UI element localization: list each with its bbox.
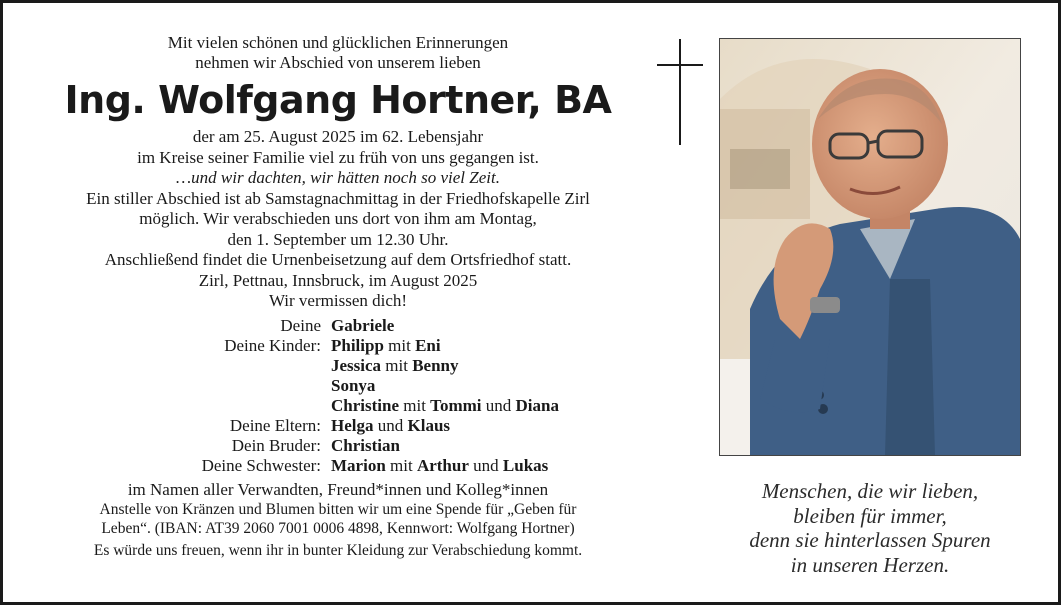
mourner-label: Dein Bruder: [231,435,321,455]
cross-icon [657,39,703,145]
mourner-name: Christine [331,395,399,415]
miss-you-line: Wir vermissen dich! [268,291,408,310]
intro-text [23,33,653,73]
obituary-text-column [23,33,653,560]
details-line-6: den 1. September um 12.30 Uhr. [227,229,449,249]
details-line-5: möglich. Wir verabschieden uns dort von ihm am Montag, [139,209,537,228]
mourner-name: Eni [415,335,441,355]
deceased-name: Ing. Wolfgang Hortner, BA [64,78,612,122]
quote-line-4: in unseren Herzen. [790,552,950,577]
mourner-name: Sonya [331,375,376,395]
mourner-row-children [23,336,653,356]
footer-text [23,480,653,560]
mourner-label: Deine Kinder: [224,335,321,355]
mourner-name: Arthur [416,455,469,475]
place-date: Zirl, Pettnau, Innsbruck, im August 2025 [198,270,478,290]
mourner-names [331,356,459,376]
mourner-label: Deine [280,315,321,335]
donation-line-1: Anstelle von Kränzen und Blumen bitten wir um eine Spende für „Geben für [99,500,577,518]
mourner-row-child-4 [23,396,653,416]
portrait-illustration [720,39,1020,455]
mourner-names [331,376,375,396]
memorial-quote [711,479,1029,577]
mourner-names [331,336,441,356]
mourner-row-child-2 [23,356,653,376]
connector-word: mit [390,455,413,475]
mourner-names [331,416,450,436]
intro-line-1: Mit vielen schönen und glücklichen Erinnerungen [167,33,509,52]
connector-word: und [485,395,512,415]
mourner-names [331,456,548,476]
connector-word: und [377,415,404,435]
intro-line-2: nehmen wir Abschied von unserem lieben [195,53,481,72]
mourner-row-brother [23,436,653,456]
mourner-label: Deine Eltern: [229,415,321,435]
quote-line-2: bleiben für immer, [793,503,947,528]
mourner-name: Christian [331,435,400,455]
mourner-name: Diana [515,395,559,415]
mourner-label: Deine Schwester: [201,455,321,475]
clothing-line: Es würde uns freuen, wenn ihr in bunter Kleidung zur Verabschiedung kommt. [93,541,583,559]
mourner-names [331,396,559,416]
connector-word: mit [388,335,411,355]
mourner-name: Klaus [407,415,451,435]
mourner-row-parents [23,416,653,436]
mourner-row-sister [23,456,653,476]
quote-line-3: denn sie hinterlassen Spuren [749,528,991,552]
mourner-name: Tommi [430,395,482,415]
details-quote-line: …und wir dachten, wir hätten noch so viel Zeit. [176,168,500,187]
portrait-photo [719,38,1021,456]
mourner-name: Marion [331,455,386,475]
connector-word: und [473,455,499,475]
details-line-4: Ein stiller Abschied ist ab Samstagnachmittag in der Friedhofskapelle Zirl [86,188,590,208]
mourner-name: Philipp [331,335,384,355]
mourner-name: Benny [412,355,459,375]
details-line-2: im Kreise seiner Familie viel zu früh von uns gegangen ist. [137,147,539,167]
mourner-name: Gabriele [331,315,395,335]
mourner-names [331,316,394,336]
mourner-name: Lukas [502,455,549,475]
mourner-names [331,436,400,456]
details-line-7: Anschließend findet die Urnenbeisetzung auf dem Ortsfriedhof statt. [104,250,572,269]
connector-word: mit [385,355,408,375]
connector-word: mit [403,395,426,415]
mourner-name: Jessica [331,355,382,375]
death-details [23,127,653,312]
details-line-1: der am 25. August 2025 im 62. Lebensjahr [192,127,484,146]
donation-line-2: Leben“. (IBAN: AT39 2060 7001 0006 4898, Kennwort: Wolfgang Hortner) [101,519,575,537]
quote-line-1: Menschen, die wir lieben, [761,479,979,503]
relatives-line: im Namen aller Verwandten, Freund*innen und Kolleg*innen [127,479,549,499]
mourner-row-child-3 [23,376,653,396]
mourners-list [23,316,653,476]
mourner-name: Helga [331,415,374,435]
mourner-row-wife [23,316,653,336]
